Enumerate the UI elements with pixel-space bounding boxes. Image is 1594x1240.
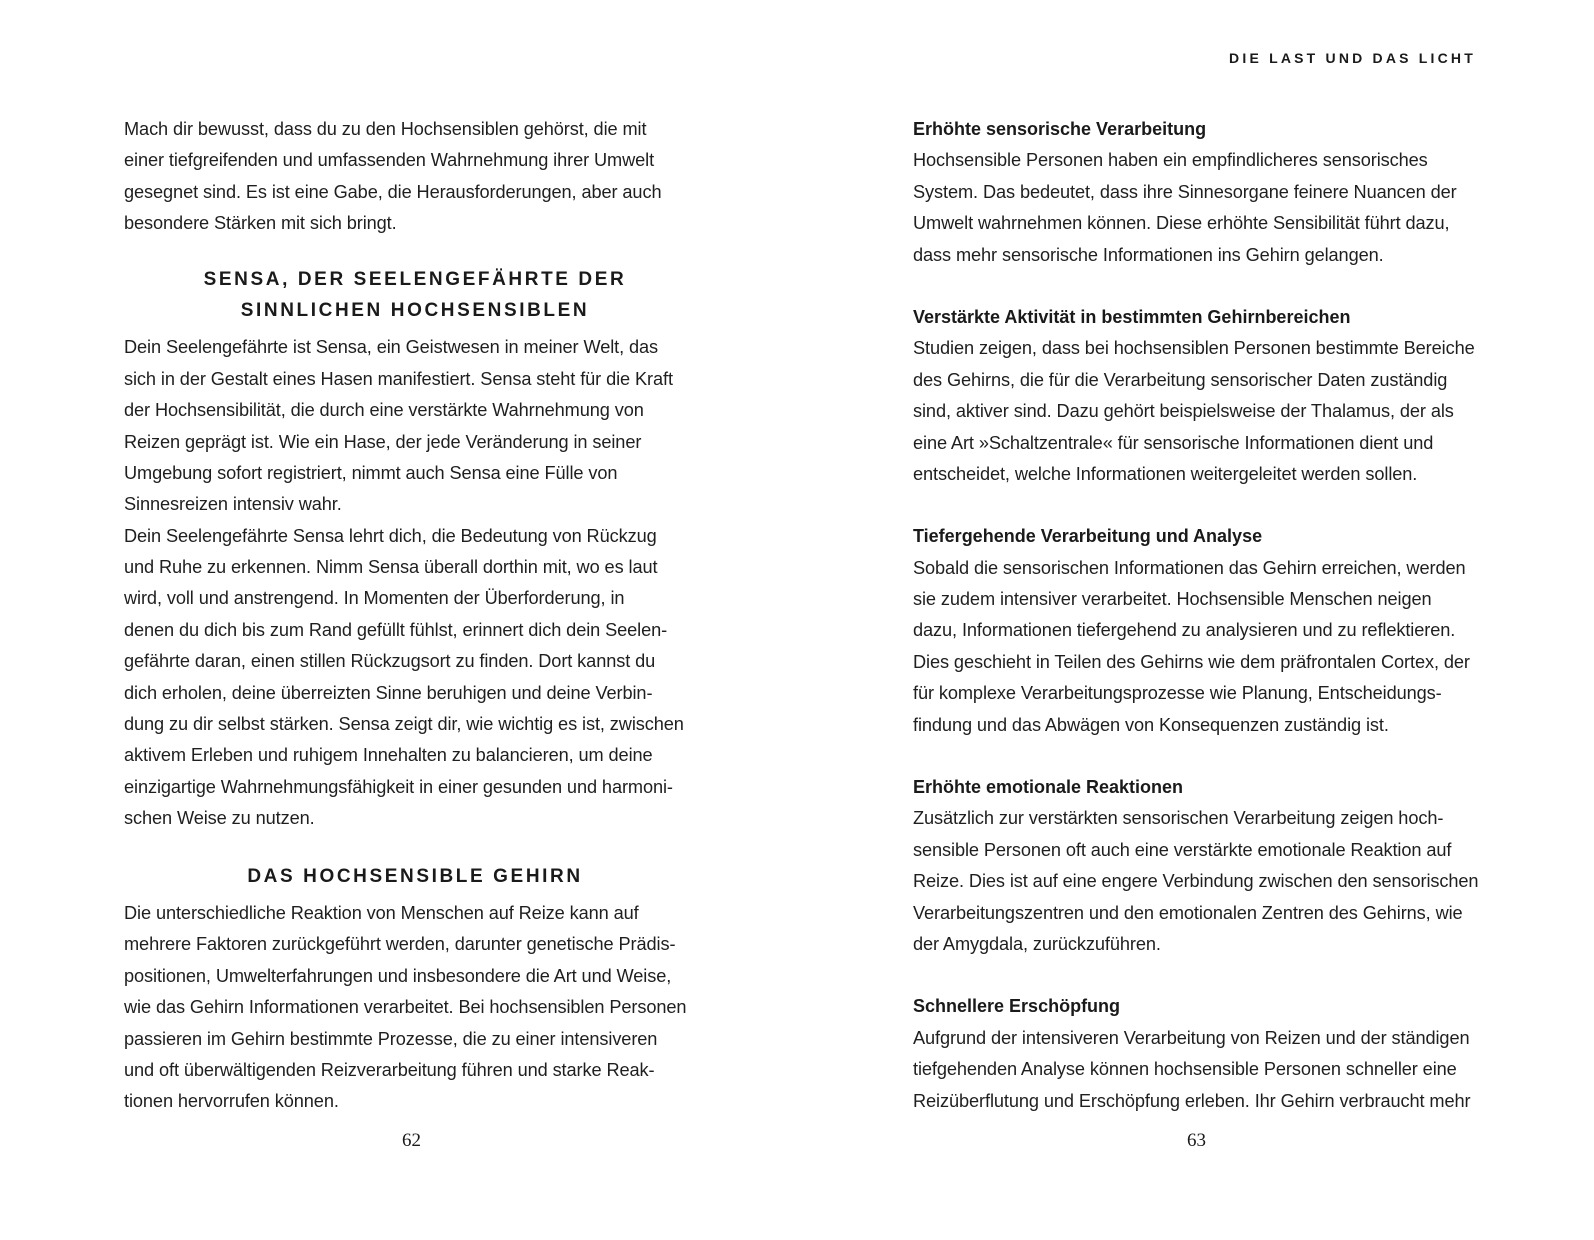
section-emotional-reactions [913,772,1507,960]
text-line: Sinnesreizen intensiv wahr. [124,494,342,515]
text-line: sie zudem intensiver verarbeitet. Hochsensible Menschen neigen [913,589,1432,610]
text-line: schen Weise zu nutzen. [124,808,315,829]
text-line: aktivem Erleben und ruhigem Innehalten zu balancieren, um deine [124,745,653,766]
text-line: mehrere Faktoren zurückgeführt werden, darunter genetische Prädis- [124,934,676,955]
text-line: einzigartige Wahrnehmungsfähigkeit in einer gesunden und harmoni- [124,776,673,797]
heading-line: SINNLICHEN HOCHSENSIBLEN [240,299,590,321]
text-line: tiefgehenden Analyse können hochsensible Personen schneller eine [913,1059,1457,1080]
text-line: des Gehirns, die für die Verarbeitung sensorischer Daten zuständig [913,369,1448,390]
running-head: DIE LAST UND DAS LICHT [1229,50,1476,66]
section-title: Tiefergehende Verarbeitung und Analyse [913,526,1263,547]
text-line: Umwelt wahrnehmen können. Diese erhöhte Sensibilität führt dazu, [913,213,1450,234]
page-number-right: 63 [1187,1130,1206,1151]
text-line: Mach dir bewusst, dass du zu den Hochsensiblen gehörst, die mit [124,119,647,139]
text-line: dazu, Informationen tiefergehend zu analysieren und zu reflektieren. [913,620,1456,641]
gehirn-paragraph [124,898,706,1118]
text-line: sensible Personen oft auch eine verstärkte emotionale Reaktion auf [913,839,1452,860]
text-line: dung zu dir selbst stärken. Sensa zeigt dir, wie wichtig es ist, zwischen [124,714,684,735]
text-line: einer tiefgreifenden und umfassenden Wahrnehmung ihrer Umwelt [124,150,655,171]
right-text-column [913,114,1507,1117]
text-line: dass mehr sensorische Informationen ins Gehirn gelangen. [913,244,1384,265]
text-line: für komplexe Verarbeitungsprozesse wie Planung, Entscheidungs- [913,683,1442,704]
text-line: Reizüberflutung und Erschöpfung erleben. Ihr Gehirn verbraucht mehr [913,1090,1471,1111]
section-title: Verstärkte Aktivität in bestimmten Gehirnbereichen [913,306,1351,327]
section-deep-processing [913,521,1507,741]
left-text-column [124,114,706,1118]
page-number-left: 62 [402,1130,421,1151]
text-line: Reize. Dies ist auf eine engere Verbindung zwischen den sensorischen [913,871,1479,892]
text-line: sich in der Gestalt eines Hasen manifestiert. Sensa steht für die Kraft [124,368,673,389]
section-heading-sensa [124,264,706,327]
text-line: eine Art »Schaltzentrale« für sensorische Informationen dient und [913,432,1434,453]
section-heading-gehirn: DAS HOCHSENSIBLE GEHIRN [247,865,583,887]
text-line: denen du dich bis zum Rand gefüllt fühlst, erinnert dich dein Seelen- [124,619,668,640]
text-line: Zusätzlich zur verstärkten sensorischen Verarbeitung zeigen hoch- [913,808,1444,829]
text-line: Dies geschieht in Teilen des Gehirns wie dem präfrontalen Cortex, der [913,651,1470,672]
intro-paragraph [124,114,706,240]
text-line: sind, aktiver sind. Dazu gehört beispielsweise der Thalamus, der als [913,401,1454,422]
text-line: besondere Stärken mit sich bringt. [124,213,397,234]
text-line: wird, voll und anstrengend. In Momenten der Überforderung, in [124,588,625,609]
right-page [797,0,1594,1240]
section-title: Erhöhte emotionale Reaktionen [913,777,1184,798]
sensa-paragraph [124,332,706,834]
section-exhaustion [913,991,1507,1117]
text-line: Sobald die sensorischen Informationen das Gehirn erreichen, werden [913,557,1466,578]
text-line: findung und das Abwägen von Konsequenzen zuständig ist. [913,714,1389,735]
text-line: Aufgrund der intensiveren Verarbeitung von Reizen und der ständigen [913,1027,1470,1048]
text-line: Studien zeigen, dass bei hochsensiblen Personen bestimmte Bereiche [913,338,1475,359]
section-sensory-processing [913,114,1507,271]
text-line: entscheidet, welche Informationen weitergeleitet werden sollen. [913,463,1418,484]
section-title: Erhöhte sensorische Verarbeitung [913,119,1207,139]
text-line: wie das Gehirn Informationen verarbeitet. Bei hochsensiblen Personen [124,997,687,1018]
text-line: der Amygdala, zurückzuführen. [913,933,1161,954]
text-line: tionen hervorrufen können. [124,1091,339,1112]
text-line: passieren im Gehirn bestimmte Prozesse, die zu einer intensiveren [124,1028,658,1049]
section-title: Schnellere Erschöpfung [913,996,1121,1017]
text-line: Verarbeitungszentren und den emotionalen Zentren des Gehirns, wie [913,902,1463,923]
text-line: dich erholen, deine überreizten Sinne beruhigen und deine Verbin- [124,682,653,703]
section-brain-activity [913,302,1507,490]
text-line: gesegnet sind. Es ist eine Gabe, die Herausforderungen, aber auch [124,181,662,202]
text-line: Die unterschiedliche Reaktion von Menschen auf Reize kann auf [124,902,639,923]
text-line: Umgebung sofort registriert, nimmt auch Sensa eine Fülle von [124,462,618,483]
text-line: und Ruhe zu erkennen. Nimm Sensa überall dorthin mit, wo es laut [124,557,658,578]
text-line: Dein Seelengefährte Sensa lehrt dich, die Bedeutung von Rückzug [124,525,657,546]
text-line: Reizen geprägt ist. Wie ein Hase, der jede Veränderung in seiner [124,431,642,452]
text-line: Dein Seelengefährte ist Sensa, ein Geistwesen in meiner Welt, das [124,337,659,358]
text-line: und oft überwältigenden Reizverarbeitung führen und starke Reak- [124,1059,655,1080]
text-line: positionen, Umwelterfahrungen und insbesondere die Art und Weise, [124,965,672,986]
text-line: System. Das bedeutet, dass ihre Sinnesorgane feinere Nuancen der [913,181,1457,202]
text-line: Hochsensible Personen haben ein empfindlicheres sensorisches [913,150,1428,171]
heading-line: SENSA, DER SEELENGEFÄHRTE DER [203,268,627,290]
text-line: gefährte daran, einen stillen Rückzugsort zu finden. Dort kannst du [124,651,656,672]
text-line: der Hochsensibilität, die durch eine verstärkte Wahrnehmung von [124,400,644,421]
